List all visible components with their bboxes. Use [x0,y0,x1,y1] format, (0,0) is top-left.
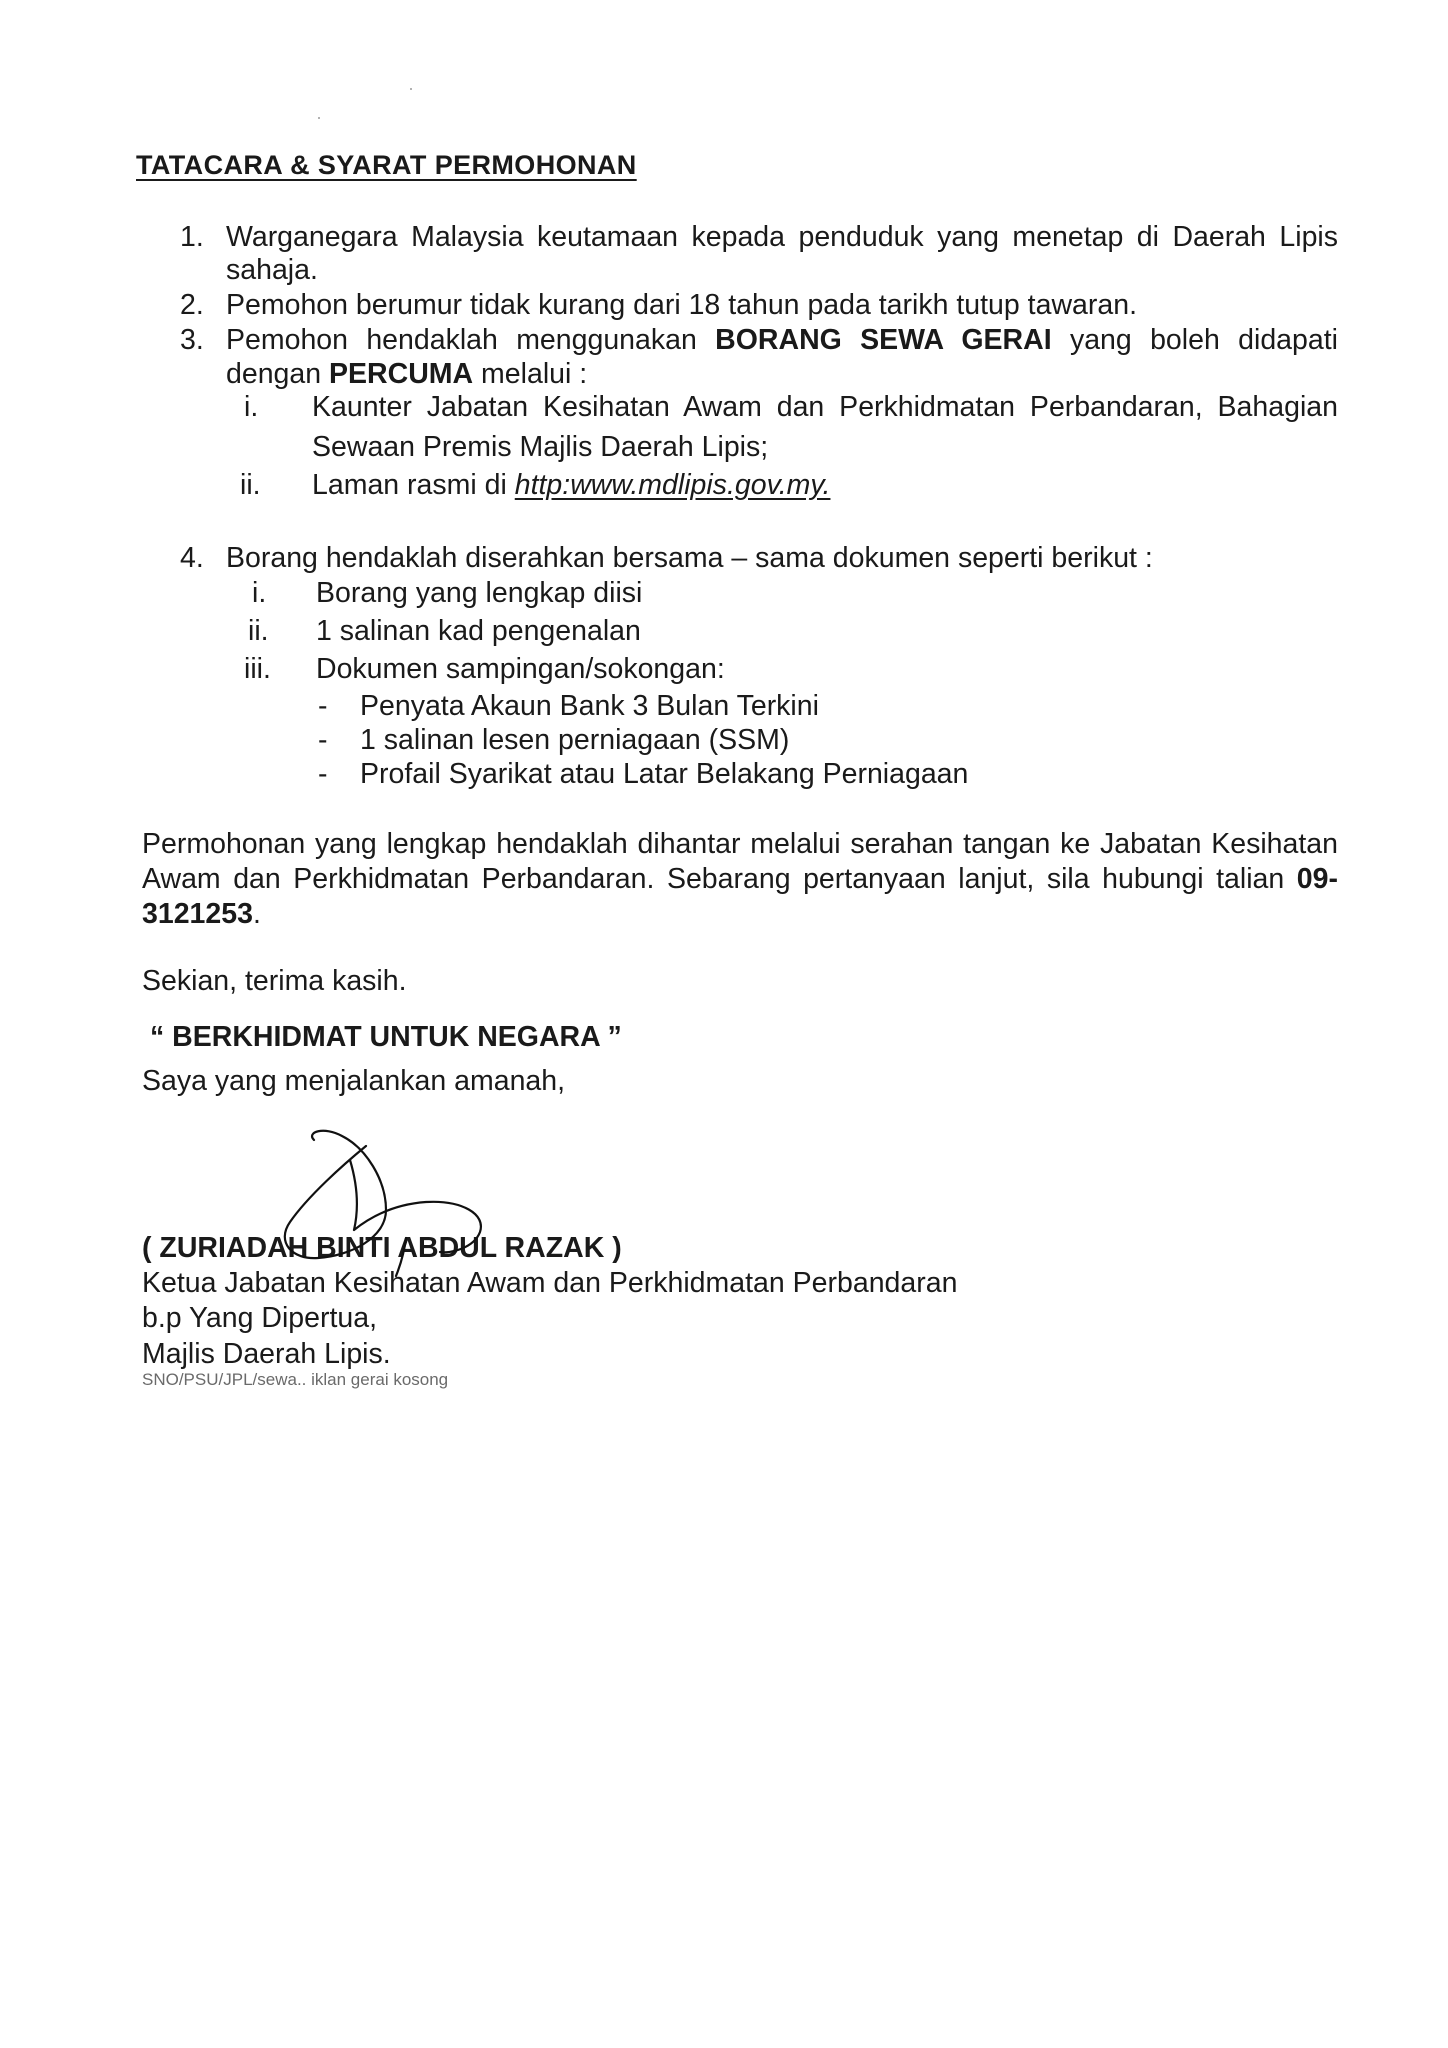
item-3-number: 3. [180,324,204,356]
phone-number-end: 3121253 [142,898,253,930]
document-item: Profail Syarikat atau Latar Belakang Perniagaan [360,758,969,790]
item-3-sub-2-number: ii. [240,469,261,501]
document-item: Penyata Akaun Bank 3 Bulan Terkini [360,690,819,722]
free-label: PERCUMA [329,358,474,390]
signatory-council: Majlis Daerah Lipis. [142,1338,391,1370]
handwritten-signature [290,1130,520,1280]
item-4-sub-3-text: Dokumen sampingan/sokongan: [316,653,725,685]
item-3-sub-1-number: i. [244,391,259,423]
item-3-sub-1-text: Kaunter Jabatan Kesihatan Awam dan Perkhidmatan Perbandaran, Bahagian [312,391,1338,423]
item-4-sub-2-text: 1 salinan kad pengenalan [316,615,641,647]
item-4-text: Borang hendaklah diserahkan bersama – sama dokumen seperti berikut : [226,542,1153,574]
item-3-text: yang boleh didapati [1069,324,1338,356]
scan-speck [318,117,320,119]
item-1-text: Warganegara Malaysia keutamaan kepada penduduk yang menetap di Daerah Lipis [226,221,1338,253]
form-name: BORANG SEWA GERAI [715,324,1052,356]
signatory-name: ( ZURIADAH BINTI ABDUL RAZAK ) [142,1232,622,1264]
thanks-text: Sekian, terima kasih. [142,965,407,997]
item-3-sub-2-label: Laman rasmi di [312,469,507,501]
trust-text: Saya yang menjalankan amanah, [142,1065,566,1097]
item-3-sub-1-text-cont: Sewaan Premis Majlis Daerah Lipis; [312,431,769,463]
closing-paragraph-line-2 [142,861,1338,897]
item-3-line-2 [226,356,587,392]
reference-code: SNO/PSU/JPL/sewa.. iklan gerai kosong [142,1370,449,1389]
closing-paragraph-period: . [252,898,261,930]
closing-paragraph-line-3 [142,896,261,932]
item-3-text: dengan [226,358,322,390]
item-2-number: 2. [180,289,204,321]
list-dash: - [318,758,328,790]
item-4-sub-3-number: iii. [244,653,271,685]
item-2-text: Pemohon berumur tidak kurang dari 18 tahun pada tarikh tutup tawaran. [226,289,1137,321]
scan-speck [410,88,412,90]
item-3-text: melalui : [481,358,588,390]
item-3-line-1 [226,322,1338,358]
item-4-sub-1-number: i. [252,577,267,609]
phone-number-start: 09- [1296,863,1338,895]
item-1-number: 1. [180,221,204,253]
item-3-sub-2-text [312,467,830,503]
item-4-sub-2-number: ii. [248,615,269,647]
list-dash: - [318,690,328,722]
item-3-text: Pemohon hendaklah menggunakan [226,324,697,356]
motto: “ BERKHIDMAT UNTUK NEGARA ” [150,1021,622,1053]
item-1-text-cont: sahaja. [226,254,318,286]
document-item: 1 salinan lesen perniagaan (SSM) [360,724,790,756]
closing-paragraph-line-1: Permohonan yang lengkap hendaklah dihantar melalui serahan tangan ke Jabatan Kesihatan [142,828,1338,860]
signatory-on-behalf: b.p Yang Dipertua, [142,1302,378,1334]
website-link[interactable]: http:www.mdlipis.gov.my. [514,469,831,501]
item-4-number: 4. [180,542,204,574]
section-heading: TATACARA & SYARAT PERMOHONAN [136,150,637,180]
item-4-sub-1-text: Borang yang lengkap diisi [316,577,643,609]
list-dash: - [318,724,328,756]
signatory-title: Ketua Jabatan Kesihatan Awam dan Perkhidmatan Perbandaran [142,1267,958,1299]
closing-paragraph-text: Awam dan Perkhidmatan Perbandaran. Sebarang pertanyaan lanjut, sila hubungi talian [142,863,1285,895]
